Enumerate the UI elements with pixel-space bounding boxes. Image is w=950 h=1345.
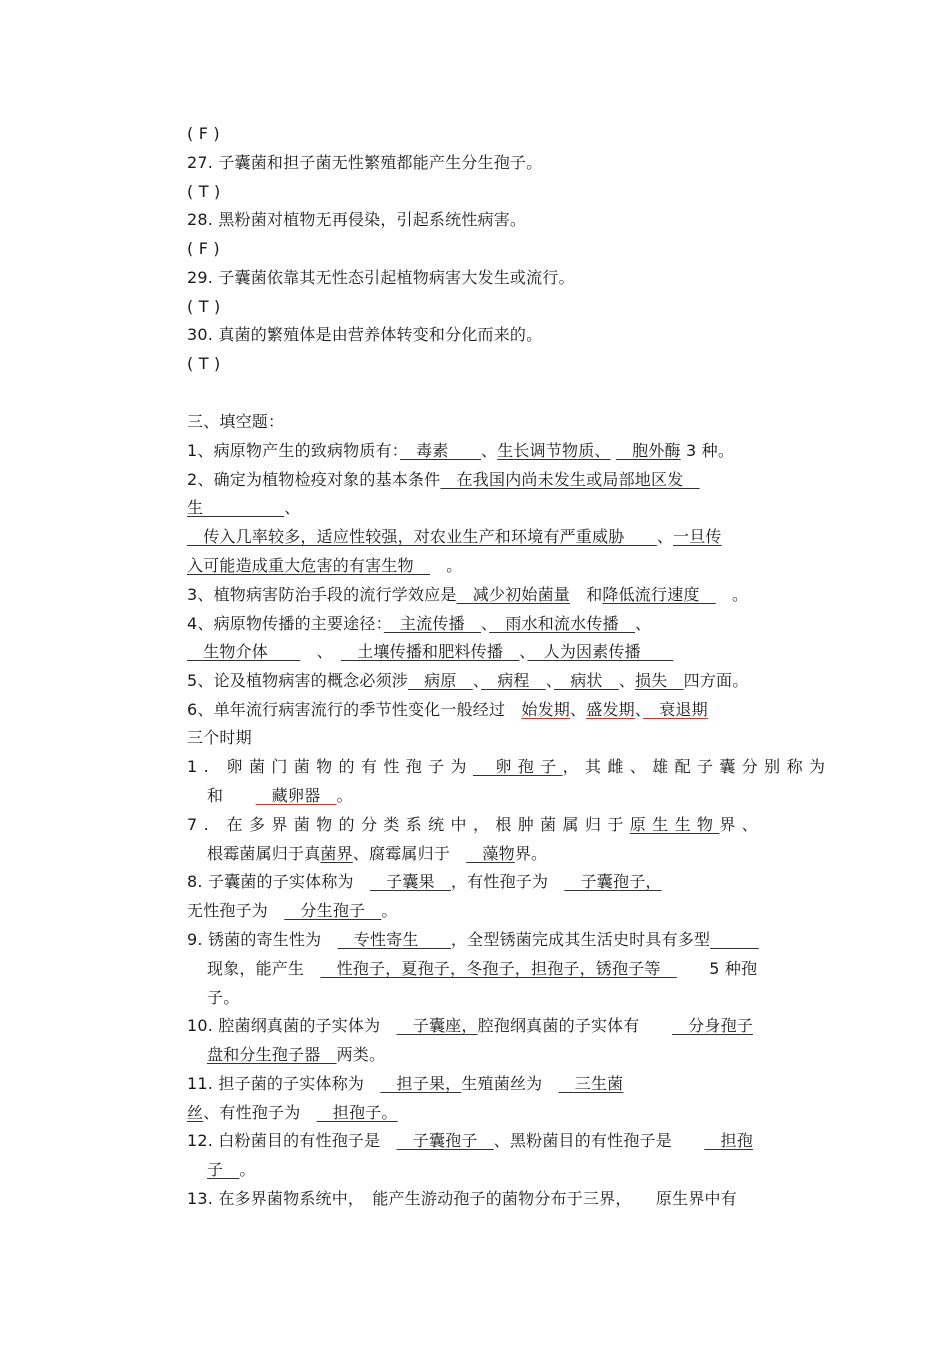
answer-blank: 人为因素传播 [527, 642, 674, 661]
answer-blank: 病程 [481, 671, 546, 690]
answer-blank: 子囊孢子 [396, 1131, 494, 1150]
answer-blank: 盘和分生孢子器 [207, 1045, 337, 1064]
answer-blank: 生物介体 [187, 642, 301, 661]
answer-blank: 损失 [635, 671, 684, 690]
answer-blank: 卵孢子 [472, 757, 563, 776]
fill-question-12-line-2 [207, 1160, 256, 1180]
fill-item-text: 无性孢子为 [187, 901, 269, 920]
separator: 、 [472, 671, 481, 690]
answer-blank: 菌界 [320, 844, 353, 863]
fill-item-text: 3、植物病害防治手段的流行学效应是 [187, 585, 457, 604]
answer-blank: 子囊孢子， [564, 872, 662, 891]
answer-blank: 子囊座， [396, 1016, 478, 1035]
fill-item-text: 界、 [719, 815, 765, 834]
answer-blank: 减少初始菌量 [456, 585, 570, 604]
fill-item-text: 10. 腔菌纲真菌的子实体为 [187, 1016, 381, 1035]
fill-item-text: 2、确定为植物检疫对象的基本条件 [187, 470, 441, 489]
answer-blank: 主流传播 [383, 614, 481, 633]
fill-item-2-line-3 [187, 527, 722, 547]
answer-blank: 藏卵器 [255, 786, 337, 805]
answer-blank: 担子果， [380, 1074, 462, 1093]
fill-item-text: ，其雌、雄配子囊分别称为 [562, 757, 832, 776]
fill-item-text: 。 [715, 585, 749, 604]
fill-item-text: 界。 [514, 844, 548, 863]
fill-item-text: 6、单年流行病害流行的季节性变化一般经过 [187, 700, 506, 719]
answer-blank: 入可能造成重大危害的有害生物 [187, 556, 431, 575]
fill-item-text: 1、病原物产生的致病物质有： [187, 441, 400, 460]
fill-item-1 [187, 441, 734, 461]
separator: 、 [570, 700, 587, 719]
fill-item-text: 。 [239, 1160, 256, 1179]
answer-blank: 分身孢子 [671, 1016, 753, 1035]
fill-item-text: ，全型锈菌完成其生活史时具有多型 [450, 930, 711, 949]
fill-question-12 [187, 1131, 753, 1151]
answer-blank: 性孢子，夏孢子，冬孢子，担孢子，锈孢子等 [320, 959, 677, 978]
answer-blank: 衰退期 [643, 700, 708, 719]
fill-item-text: 7. 在多界菌物的分类系统中，根肿菌属归于 [187, 815, 630, 834]
answer-blank [710, 930, 759, 949]
answer-blank: 专性寄生 [337, 930, 451, 949]
fill-question-9 [187, 930, 759, 950]
answer-blank: 生 [187, 498, 285, 517]
answer-blank: 盛发期 [586, 700, 635, 719]
separator: 、 [480, 614, 490, 633]
answer-blank: 病原 [407, 671, 473, 690]
answer-blank: 在我国内尚未发生或局部地区发 [440, 470, 700, 489]
fill-item-6 [187, 700, 708, 720]
answer-blank: 担孢 [704, 1131, 753, 1150]
fill-item-text: 11. 担子菌的子实体称为 [187, 1074, 365, 1093]
fill-item-3 [187, 585, 748, 605]
answer-28: ( F ) [187, 239, 220, 258]
separator: 、 [316, 642, 325, 661]
question-28: 28. 黑粉菌对植物无再侵染，引起系统性病害。 [187, 210, 527, 229]
answer-blank: 三生菌 [558, 1074, 624, 1093]
answer-blank: 子 [207, 1160, 240, 1179]
fill-item-text: 、黑粉菌目的有性孢子是 [493, 1131, 672, 1150]
fill-question-1-line-2 [207, 786, 353, 806]
question-27: 27. 子囊菌和担子菌无性繁殖都能产生分生孢子。 [187, 153, 543, 172]
fill-item-6-line-2: 三个时期 [187, 728, 252, 747]
fill-item-text: 。 [381, 901, 398, 920]
fill-question-10-line-2 [207, 1045, 385, 1065]
separator: 、 [545, 671, 555, 690]
separator: 、 [481, 441, 498, 460]
answer-blank: 胞外酶 [615, 441, 681, 460]
answer-blank: 分生孢子 [284, 901, 382, 920]
answer-blank: 一旦传 [673, 527, 722, 546]
fill-item-text: 、 [284, 498, 301, 517]
fill-question-7 [187, 815, 764, 835]
fill-item-text: 5、论及植物病害的概念必须涉 [187, 671, 408, 690]
fill-item-2 [187, 470, 700, 490]
fill-item-text: 生殖菌丝为 [461, 1074, 543, 1093]
fill-question-8 [187, 872, 662, 892]
answer-blank: 降低流行速度 [602, 585, 716, 604]
fill-item-text: 12. 白粉菌目的有性孢子是 [187, 1131, 381, 1150]
answer-blank: 毒素 [399, 441, 481, 460]
fill-item-text: 、 [635, 614, 652, 633]
answer-blank: 生长调节物质、 [497, 441, 611, 460]
fill-item-text: 腔孢纲真菌的子实体有 [477, 1016, 640, 1035]
question-29: 29. 子囊菌依靠其无性态引起植物病害大发生或流行。 [187, 268, 575, 287]
fill-item-text: 和 [207, 786, 224, 805]
answer-26: ( F ) [187, 124, 220, 143]
fill-item-text: 1. 卵菌门菌物的有性孢子为 [187, 757, 473, 776]
fill-item-text: 、有性孢子为 [203, 1103, 301, 1122]
fill-item-text: 4、病原物传播的主要途径： [187, 614, 384, 633]
fill-question-11-line-2 [187, 1103, 398, 1123]
fill-item-text: 根霉菌属归于真 [207, 844, 321, 863]
fill-question-7-line-2 [207, 844, 547, 864]
separator: 、 [634, 700, 644, 719]
answer-blank: 传入几率较多，适应性较强，对农业生产和环境有严重威胁 [187, 527, 657, 546]
section-heading-fill: 三、填空题： [187, 412, 285, 431]
answer-blank: 子囊果 [369, 872, 451, 891]
fill-item-text: 和 [570, 585, 603, 604]
fill-question-9-line-2 [207, 959, 757, 979]
fill-item-2-line-4 [187, 556, 462, 576]
answer-29: ( T ) [187, 297, 221, 316]
answer-blank: 担孢子。 [316, 1103, 398, 1122]
fill-item-text: 两类。 [336, 1045, 386, 1064]
fill-question-11 [187, 1074, 623, 1094]
question-30: 30. 真菌的繁殖体是由营养体转变和分化而来的。 [187, 325, 543, 344]
fill-item-text: 、腐霉属归于 [352, 844, 451, 863]
separator: 、 [618, 671, 636, 690]
fill-item-text: 5 种孢 [709, 959, 758, 978]
fill-question-1 [187, 757, 831, 777]
separator: 、 [656, 527, 674, 546]
answer-blank: 丝 [187, 1103, 204, 1122]
fill-question-9-line-3: 子。 [207, 988, 240, 1007]
answer-blank: 原生生物 [629, 815, 720, 834]
fill-item-text: 。 [336, 786, 353, 805]
answer-blank: 土壤传播和肥料传播 [341, 642, 520, 661]
answer-30: ( T ) [187, 354, 221, 373]
answer-blank: 藻物 [466, 844, 515, 863]
fill-item-4 [187, 614, 651, 634]
answer-blank: 始发期 [521, 700, 570, 719]
separator: 、 [519, 642, 528, 661]
answer-27: ( T ) [187, 182, 221, 201]
fill-item-5 [187, 671, 748, 691]
answer-blank: 雨水和流水传播 [489, 614, 635, 633]
fill-item-text: 四方面。 [683, 671, 749, 690]
fill-question-13: 13. 在多界菌物系统中， 能产生游动孢子的菌物分布于三界， 原生界中有 [187, 1189, 737, 1208]
fill-item-text: 9. 锈菌的寄生性为 [187, 930, 322, 949]
fill-item-text: 。 [430, 556, 463, 575]
fill-item-text: 8. 子囊菌的子实体称为 [187, 872, 354, 891]
fill-item-text: 3 种。 [680, 441, 735, 460]
fill-question-10 [187, 1016, 753, 1036]
fill-question-8-line-2 [187, 901, 398, 921]
answer-blank: 病状 [554, 671, 619, 690]
fill-item-text: 现象，能产生 [207, 959, 305, 978]
fill-item-text: ，有性孢子为 [450, 872, 549, 891]
fill-item-4-line-2 [187, 642, 673, 662]
fill-item-2-line-2 [187, 498, 300, 518]
